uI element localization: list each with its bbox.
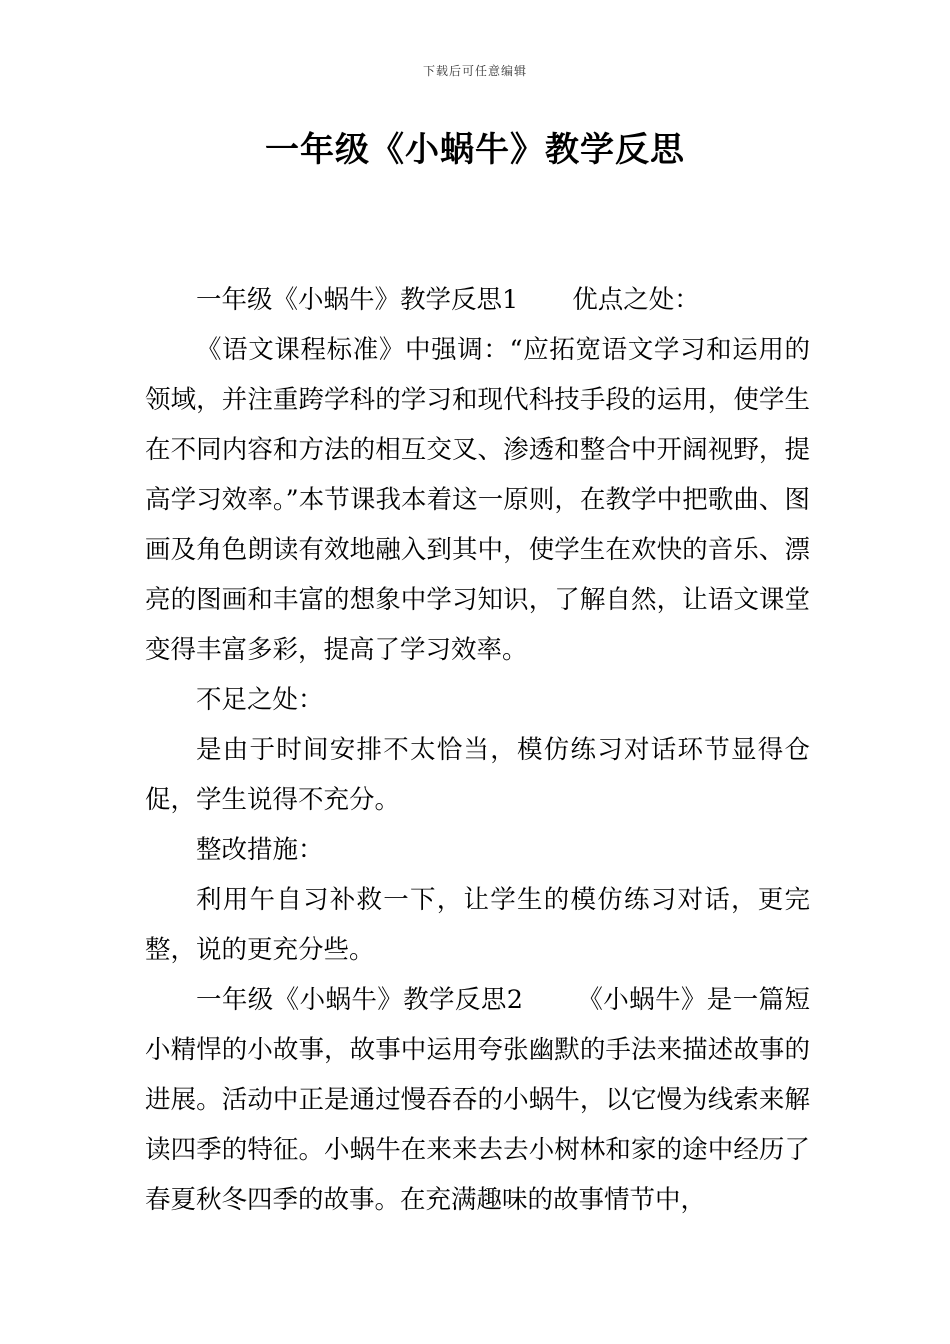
section-2-paragraph bbox=[145, 975, 810, 1225]
measures-paragraph: 利用午自习补救一下，让学生的模仿练习对话，更完整，说的更充分些。 bbox=[145, 885, 810, 965]
document-title: 一年级《小蜗牛》教学反思 bbox=[265, 130, 685, 170]
section-1-paragraph: 《语文课程标准》中强调：“应拓宽语文学习和运用的领域，并注重跨学科的学习和现代科技手段的运用，使学生在不同内容和方法的相互交叉、渗透和整合中开阔视野，提高学习效率。”本节课我本着这一原则，在教学中把歌曲、图画及角色朗读有效地融入到其中，使学生在欢快的音乐、漂亮的图画和丰富的想象中学习知识，了解自然，让语文课堂变得丰富多彩，提高了学习效率。 bbox=[145, 335, 810, 665]
section-1-heading: 一年级《小蜗牛》教学反思1 bbox=[196, 285, 519, 315]
section-1-subheading: 优点之处： bbox=[572, 285, 700, 315]
section-1-heading-line bbox=[145, 275, 810, 325]
section-2-text: 《小蜗牛》是一篇短小精悍的小故事，故事中运用夸张幽默的手法来描述故事的进展。活动中正是通过慢吞吞的小蜗牛，以它慢为线索来解读四季的特征。小蜗牛在来来去去小树林和家的途中经历了春夏秋冬四季的故事。在充满趣味的故事情节中， bbox=[145, 985, 810, 1215]
measures-heading: 整改措施： bbox=[196, 835, 324, 865]
page-header-note: 下载后可任意编辑 bbox=[422, 64, 527, 78]
section-2-heading: 一年级《小蜗牛》教学反思2 bbox=[196, 985, 523, 1015]
shortcomings-heading: 不足之处： bbox=[196, 685, 324, 715]
document-body bbox=[145, 275, 810, 1225]
shortcomings-paragraph: 是由于时间安排不太恰当，模仿练习对话环节显得仓促，学生说得不充分。 bbox=[145, 735, 810, 815]
